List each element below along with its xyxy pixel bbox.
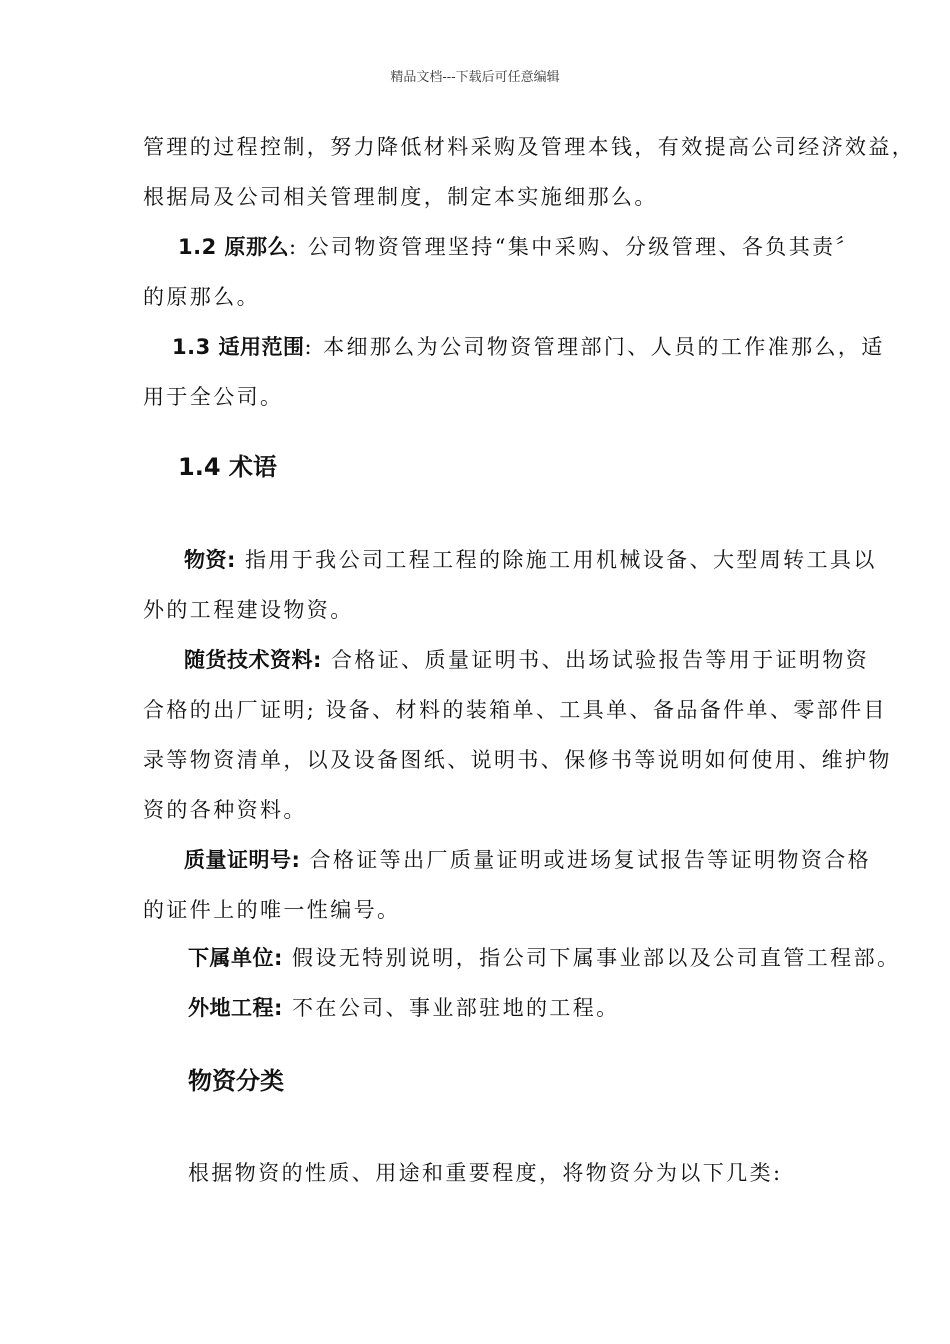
term-cert-line-1 — [184, 846, 871, 874]
term-remote-line-1 — [188, 994, 620, 1022]
term-cert-label: 质量证明号: — [184, 848, 301, 872]
term-subunit-line-1 — [188, 944, 900, 972]
term-docs-line-1 — [184, 646, 869, 674]
term-docs-label: 随货技术资料: — [184, 648, 322, 672]
section-1-3-line-2: 用于全公司。 — [143, 385, 284, 409]
intro-line-2: 根据局及公司相关管理制度，制定本实施细那么。 — [143, 185, 658, 209]
term-material-text: 指用于我公司工程工程的除施工用机械设备、大型周转工具以 — [235, 548, 877, 572]
term-remote-label: 外地工程: — [188, 996, 283, 1020]
term-docs-line-3: 录等物资清单，以及设备图纸、说明书、保修书等说明如何使用、维护物 — [143, 748, 892, 772]
section-1-3-text: : 本细那么为公司物资管理部门、人员的工作准那么，适 — [304, 335, 885, 359]
section-1-2-text: : 公司物资管理坚持“集中采购、分级管理、各负其责〞 — [289, 235, 859, 259]
term-docs-line-4: 资的各种资料。 — [143, 798, 307, 822]
section-1-2-label: 1.2 原那么 — [178, 235, 290, 259]
section-1-4-heading: 1.4 术语 — [178, 453, 277, 481]
classification-text: 根据物资的性质、用途和重要程度，将物资分为以下几类: — [188, 1161, 783, 1185]
section-1-3-line-1 — [172, 333, 885, 361]
section-1-3-label: 1.3 适用范围 — [172, 335, 305, 359]
section-1-2-line-2: 的原那么。 — [143, 285, 260, 309]
term-material-line-1 — [184, 546, 877, 574]
term-remote-text: 不在公司、事业部驻地的工程。 — [282, 996, 620, 1020]
classification-heading: 物资分类 — [188, 1067, 284, 1095]
term-docs-text: 合格证、质量证明书、出场试验报告等用于证明物资 — [321, 648, 870, 672]
term-subunit-label: 下属单位: — [188, 946, 283, 970]
term-subunit-text: 假设无特别说明，指公司下属事业部以及公司直管工程部。 — [282, 946, 901, 970]
term-cert-text: 合格证等出厂质量证明或进场复试报告等证明物资合格 — [300, 848, 872, 872]
intro-line-1: 管理的过程控制，努力降低材料采购及管理本钱，有效提高公司经济效益， — [143, 135, 916, 159]
term-material-label: 物资: — [184, 548, 236, 572]
term-material-line-2: 外的工程建设物资。 — [143, 598, 354, 622]
page-header: 精品文档---下载后可任意编辑 — [390, 70, 560, 85]
section-1-2-line-1 — [178, 233, 859, 261]
term-cert-line-2: 的证件上的唯一性编号。 — [143, 898, 401, 922]
term-docs-line-2: 合格的出厂证明; 设备、材料的装箱单、工具单、备品备件单、零部件目 — [143, 698, 887, 722]
